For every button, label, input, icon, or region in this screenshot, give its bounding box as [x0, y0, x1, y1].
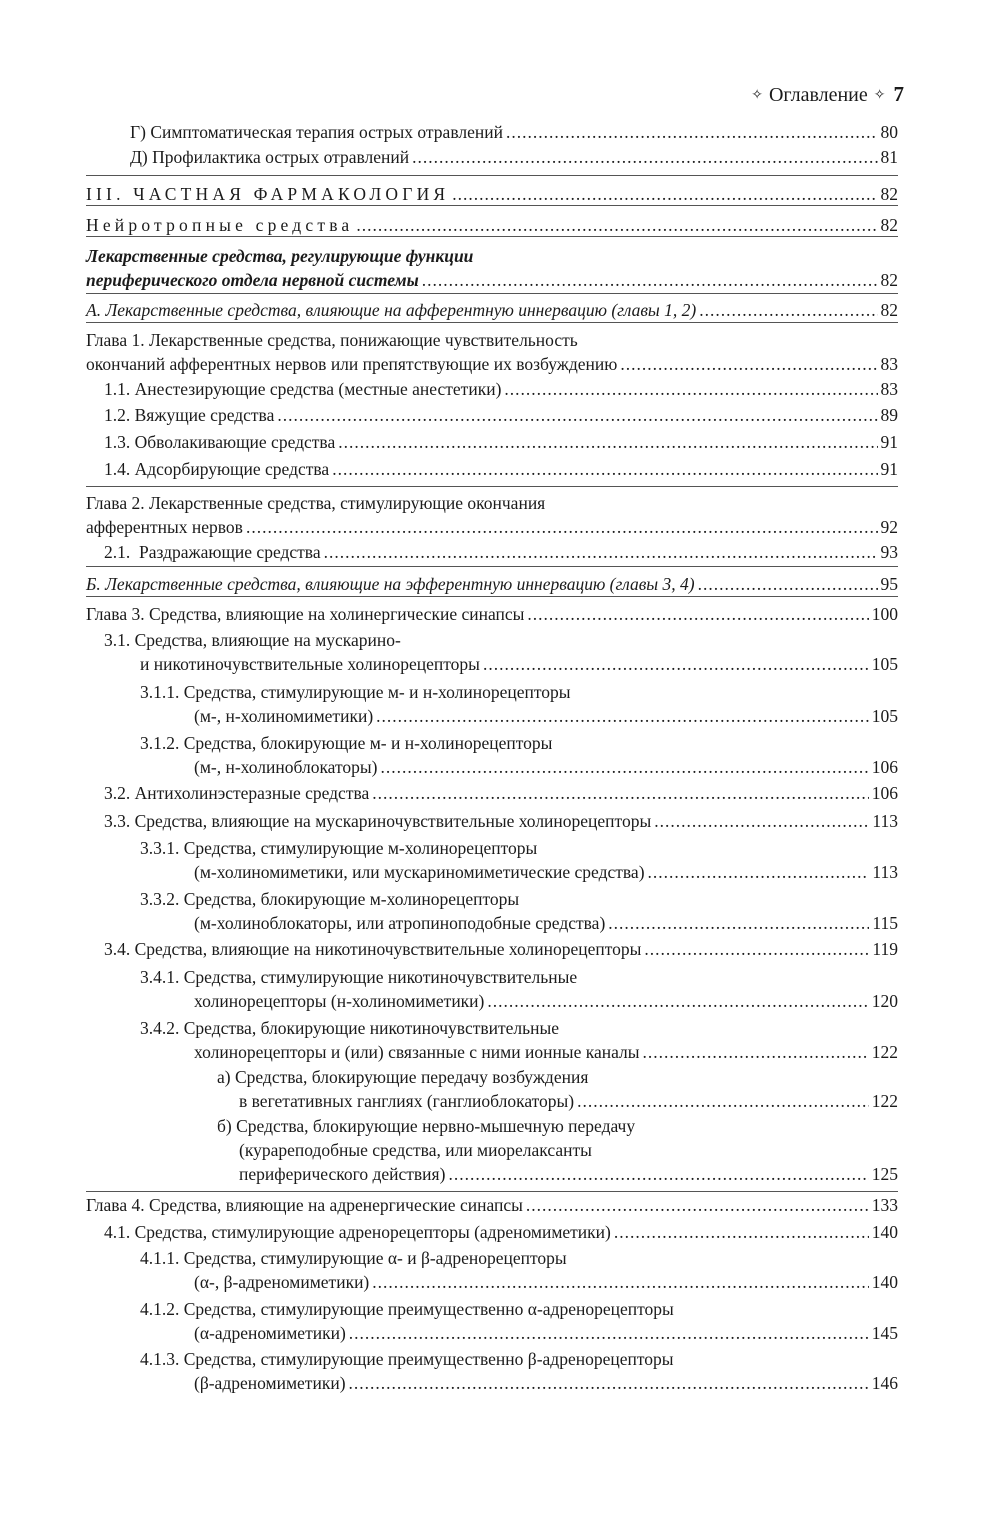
- toc-entry-title: 3.3.2. Средства, блокирующие м-холинорецепторы: [140, 889, 520, 909]
- ornament-icon: ✧: [873, 88, 886, 103]
- leader-dots: [608, 911, 869, 935]
- leader-dots: [698, 572, 878, 596]
- toc-entry-title: в вегетативных ганглиях (ганглиоблокаторы): [239, 1091, 575, 1111]
- toc-entry-page: 133: [871, 1195, 898, 1215]
- leader-dots: [356, 213, 877, 237]
- toc-entry-title: б) Средства, блокирующие нервно-мышечную передачу: [217, 1116, 636, 1136]
- leader-dots: [338, 430, 877, 454]
- toc-entry-page: 83: [880, 354, 898, 374]
- toc-entry-page: 89: [880, 405, 898, 425]
- leader-dots: [506, 120, 878, 144]
- toc-entry-title: 3.4. Средства, влияющие на никотиночувствительные холинорецепторы: [104, 939, 642, 959]
- toc-chapter[interactable]: [86, 1193, 898, 1217]
- toc-entry-title: 1.3. Обволакивающие средства: [104, 432, 336, 452]
- toc-entry-title: 2.1. Раздражающие средства: [104, 542, 321, 562]
- leader-dots: [349, 1321, 869, 1345]
- toc-entry-page: 91: [880, 459, 898, 479]
- section-separator: [86, 596, 898, 597]
- toc-entry-page: 119: [872, 939, 898, 959]
- toc-chapter[interactable]: [86, 602, 898, 626]
- toc-entry-title: периферического отдела нервной системы: [86, 270, 419, 290]
- toc-section-heading[interactable]: [86, 213, 898, 237]
- toc-entry-page: 122: [871, 1042, 898, 1062]
- toc-entry-page: 140: [871, 1222, 898, 1242]
- toc-entry[interactable]: [140, 680, 898, 728]
- toc-entry-title: (α-, β-адреномиметики): [194, 1272, 370, 1292]
- toc-entry[interactable]: [140, 887, 898, 935]
- toc-entry-page: 81: [880, 147, 898, 167]
- toc-entry-page: 80: [880, 122, 898, 142]
- toc-entry[interactable]: [217, 1114, 898, 1186]
- toc-entry-title: Глава 3. Средства, влияющие на холинергические синапсы: [86, 604, 525, 624]
- toc-entry-page: 92: [880, 517, 898, 537]
- toc-entry[interactable]: [104, 937, 898, 961]
- toc-entry-title: 4.1.1. Средства, стимулирующие α- и β-адренорецепторы: [140, 1248, 567, 1268]
- toc-entry-page: 82: [880, 300, 898, 320]
- leader-dots: [526, 1193, 869, 1217]
- leader-dots: [332, 457, 877, 481]
- toc-entry-page: 82: [880, 215, 898, 235]
- toc-entry-page: 115: [872, 913, 898, 933]
- leader-dots: [246, 515, 878, 539]
- toc-entry-page: 113: [872, 811, 898, 831]
- leader-dots: [412, 145, 877, 169]
- leader-dots: [349, 1371, 869, 1395]
- toc-entry-title: 3.1.2. Средства, блокирующие м- и н-холинорецепторы: [140, 733, 553, 753]
- toc-entry-title: (α-адреномиметики): [194, 1323, 346, 1343]
- leader-dots: [644, 937, 869, 961]
- toc-entry-title: (м-холиноблокаторы, или атропиноподобные средства): [194, 913, 606, 933]
- toc-entry[interactable]: [130, 120, 898, 144]
- toc-entry-title: Б. Лекарственные средства, влияющие на эфферентную иннервацию (главы 3, 4): [86, 574, 695, 594]
- toc-entry-page: 105: [871, 706, 898, 726]
- toc-entry-title: 1.1. Анестезирующие средства (местные анестетики): [104, 379, 502, 399]
- toc-entry[interactable]: [130, 145, 898, 169]
- ornament-icon: ✧: [751, 88, 763, 103]
- toc-entry-page: 113: [872, 862, 898, 882]
- toc-entry-page: 100: [871, 604, 898, 624]
- leader-dots: [699, 298, 877, 322]
- toc-entry-title: 4.1. Средства, стимулирующие адренорецепторы (адреномиметики): [104, 1222, 611, 1242]
- toc-entry-title: 3.1. Средства, влияющие на мускарино-: [104, 630, 401, 650]
- toc-entry-title: Глава 4. Средства, влияющие на адренергические синапсы: [86, 1195, 523, 1215]
- section-separator: [86, 566, 898, 567]
- leader-dots: [381, 755, 869, 779]
- toc-entry-title: Глава 2. Лекарственные средства, стимулирующие окончания: [86, 493, 546, 513]
- page-number: 7: [893, 82, 904, 106]
- toc-entry-title: и никотиночувствительные холинорецепторы: [140, 654, 480, 674]
- section-separator: [86, 322, 898, 323]
- toc-entry-page: 122: [871, 1091, 898, 1111]
- toc-entry-page: 145: [871, 1323, 898, 1343]
- toc-entry-title: а) Средства, блокирующие передачу возбуждения: [217, 1067, 589, 1087]
- section-separator: [86, 293, 898, 294]
- leader-dots: [448, 1162, 868, 1186]
- toc-entry[interactable]: [140, 1347, 898, 1395]
- toc-entry-title: (м-холиномиметики, или мускариномиметические средства): [194, 862, 645, 882]
- section-separator: [86, 486, 898, 487]
- toc-entry-title: Д) Профилактика острых отравлений: [130, 147, 410, 167]
- toc-entry[interactable]: [104, 403, 898, 427]
- toc-entry[interactable]: [104, 1220, 898, 1244]
- toc-entry-page: 120: [871, 991, 898, 1011]
- leader-dots: [504, 377, 877, 401]
- toc-entry-title: III. ЧАСТНАЯ ФАРМАКОЛОГИЯ: [86, 184, 450, 204]
- toc-entry-title: холинорецепторы (н-холиномиметики): [194, 991, 485, 1011]
- toc-entry[interactable]: [140, 1246, 898, 1294]
- leader-dots: [620, 352, 877, 376]
- toc-entry-title: 3.1.1. Средства, стимулирующие м- и н-холинорецепторы: [140, 682, 571, 702]
- toc-entry[interactable]: [86, 298, 898, 322]
- toc-entry[interactable]: [104, 430, 898, 454]
- toc-entry-title: 3.3.1. Средства, стимулирующие м-холинорецепторы: [140, 838, 538, 858]
- toc-entry-page: 146: [871, 1373, 898, 1393]
- toc-entry-title: 4.1.2. Средства, стимулирующие преимущественно α-адренорецепторы: [140, 1299, 674, 1319]
- toc-entry-page: 93: [880, 542, 898, 562]
- toc-entry-title: афферентных нервов: [86, 517, 243, 537]
- toc-entry-page: 91: [880, 432, 898, 452]
- toc-entry-title: (β-адреномиметики): [194, 1373, 346, 1393]
- toc-entry[interactable]: [104, 628, 898, 676]
- toc-entry[interactable]: [104, 457, 898, 481]
- toc-entry[interactable]: [140, 1016, 898, 1064]
- leader-dots: [654, 809, 869, 833]
- toc-entry-page: 106: [871, 783, 898, 803]
- toc-entry-title: 1.2. Вяжущие средства: [104, 405, 275, 425]
- toc-entry-title: (курареподобные средства, или миорелаксанты: [239, 1140, 592, 1160]
- toc-entry-page: 106: [871, 757, 898, 777]
- toc-entry[interactable]: [104, 781, 898, 805]
- toc-subsection-heading[interactable]: [86, 244, 898, 292]
- toc-entry-title: периферического действия): [239, 1164, 446, 1184]
- toc-entry-title: 3.4.1. Средства, стимулирующие никотиночувствительные: [140, 967, 578, 987]
- toc-entry-page: 83: [880, 379, 898, 399]
- toc-entry-page: 95: [880, 574, 898, 594]
- leader-dots: [483, 652, 869, 676]
- section-separator: [86, 1191, 898, 1192]
- running-head-title: Оглавление: [768, 84, 868, 106]
- toc-entry-page: 82: [880, 270, 898, 290]
- toc-entry-title: 3.2. Антихолинэстеразные средства: [104, 783, 370, 803]
- leader-dots: [422, 268, 878, 292]
- leader-dots: [372, 1270, 868, 1294]
- toc-entry-title: Г) Симптоматическая терапия острых отравлений: [130, 122, 503, 142]
- toc-entry[interactable]: [140, 1297, 898, 1345]
- toc-entry-title: окончаний афферентных нервов или препятствующие их возбуждению: [86, 354, 618, 374]
- toc-entry[interactable]: [86, 572, 898, 596]
- leader-dots: [372, 781, 868, 805]
- leader-dots: [376, 704, 869, 728]
- toc-part-heading[interactable]: [86, 182, 898, 206]
- leader-dots: [643, 1040, 869, 1064]
- toc-entry-title: 1.4. Адсорбирующие средства: [104, 459, 330, 479]
- toc-entry-title: А. Лекарственные средства, влияющие на афферентную иннервацию (главы 1, 2): [86, 300, 697, 320]
- leader-dots: [452, 182, 877, 206]
- toc-entry[interactable]: [104, 809, 898, 833]
- leader-dots: [614, 1220, 869, 1244]
- toc-entry[interactable]: [140, 965, 898, 1013]
- running-head: [745, 82, 904, 107]
- toc-chapter[interactable]: [86, 328, 898, 376]
- toc-entry-title: холинорецепторы и (или) связанные с ними ионные каналы: [194, 1042, 640, 1062]
- toc-entry-title: Глава 1. Лекарственные средства, понижающие чувствительность: [86, 330, 578, 350]
- leader-dots: [648, 860, 870, 884]
- leader-dots: [487, 989, 868, 1013]
- leader-dots: [324, 540, 878, 564]
- toc-entry-title: Нейротропные средства: [86, 215, 354, 235]
- toc-entry-title: (м-, н-холиномиметики): [194, 706, 374, 726]
- toc-entry-title: 3.3. Средства, влияющие на мускариночувствительные холинорецепторы: [104, 811, 652, 831]
- leader-dots: [277, 403, 877, 427]
- toc-chapter[interactable]: [86, 491, 898, 539]
- toc-entry-title: Лекарственные средства, регулирующие функции: [86, 246, 474, 266]
- section-separator: [86, 175, 898, 176]
- toc-entry-page: 140: [871, 1272, 898, 1292]
- toc-entry-title: (м-, н-холиноблокаторы): [194, 757, 378, 777]
- leader-dots: [577, 1089, 869, 1113]
- toc-entry-page: 105: [871, 654, 898, 674]
- toc-entry-title: 3.4.2. Средства, блокирующие никотиночувствительные: [140, 1018, 560, 1038]
- toc-entry[interactable]: [104, 377, 898, 401]
- toc-entry-page: 82: [880, 184, 898, 204]
- toc-entry[interactable]: [217, 1065, 898, 1113]
- toc-entry-title: 4.1.3. Средства, стимулирующие преимущественно β-адренорецепторы: [140, 1349, 674, 1369]
- toc-entry-page: 125: [871, 1164, 898, 1184]
- toc-entry[interactable]: [140, 836, 898, 884]
- toc-entry[interactable]: [140, 731, 898, 779]
- toc-entry[interactable]: [104, 540, 898, 564]
- leader-dots: [527, 602, 868, 626]
